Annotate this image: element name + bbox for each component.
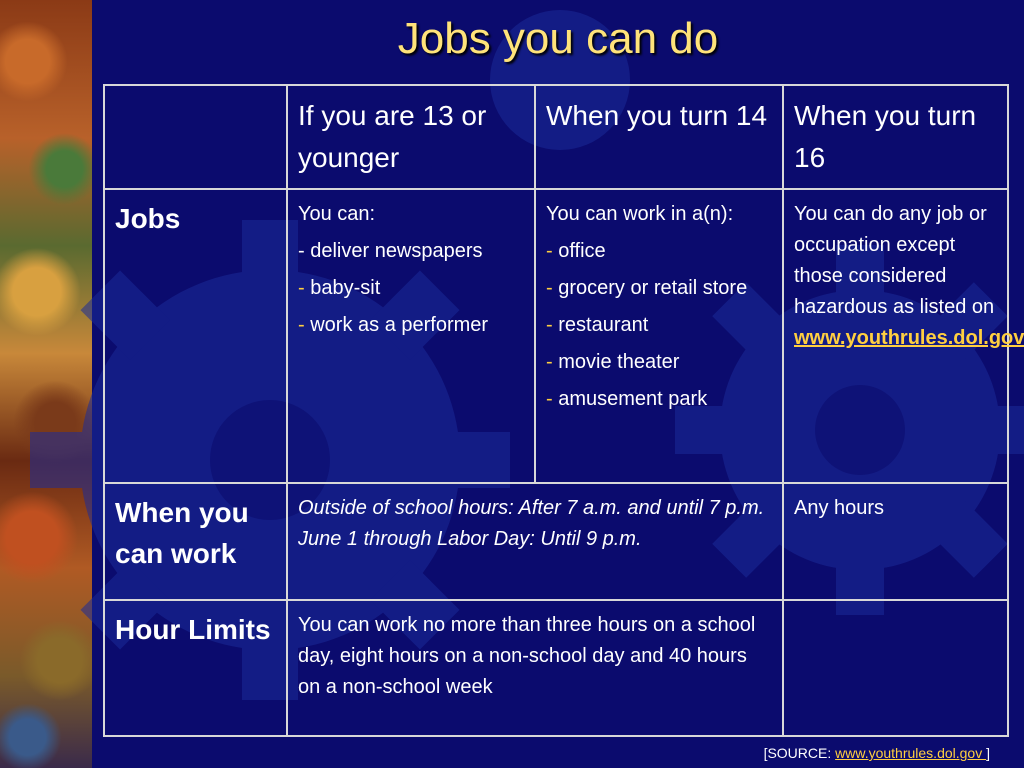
bullet-dash: - <box>546 277 553 299</box>
header-age-16: When you turn 16 <box>783 85 1008 189</box>
jobs-table <box>103 84 1024 737</box>
bullet-dash: - <box>546 351 553 373</box>
source-suffix: ] <box>986 745 990 761</box>
list-item: - baby-sit <box>298 277 381 299</box>
jobs-age-13-cell <box>287 189 535 483</box>
header-age-14: When you turn 14 <box>535 85 783 189</box>
jobs-13-intro: You can: <box>298 203 376 225</box>
list-item: - movie theater <box>546 351 680 373</box>
list-item: - office <box>546 240 606 262</box>
table-row-limits <box>104 600 1008 736</box>
when-age-13-14-cell: Outside of school hours: After 7 a.m. and until 7 p.m. June 1 through Labor Day: Until 9 p.m. <box>287 483 783 600</box>
jobs-age-14-cell <box>535 189 783 483</box>
page-title: Jobs you can do <box>397 14 719 63</box>
header-age-13: If you are 13 or younger <box>287 85 535 189</box>
when-age-16-cell: Any hours <box>783 483 1008 600</box>
limits-age-16-cell <box>783 600 1008 736</box>
row-label-jobs: Jobs <box>104 189 287 483</box>
table-header-row <box>104 85 1008 189</box>
limits-age-13-14-cell: You can work no more than three hours on a school day, eight hours on a non-school day and 40 hours on a non-school week <box>287 600 783 736</box>
bullet-dash: - <box>546 240 553 262</box>
bullet-dash: - <box>546 314 553 336</box>
jobs-14-intro: You can work in a(n): <box>546 203 734 225</box>
bullet-dash: - <box>546 388 553 410</box>
list-item: - amusement park <box>546 388 708 410</box>
row-label-limits: Hour Limits <box>104 600 287 736</box>
row-label-when: When you can work <box>104 483 287 600</box>
list-item: - deliver newspapers <box>298 240 483 262</box>
jobs-age-16-cell <box>783 189 1024 483</box>
list-item: - work as a performer <box>298 314 489 336</box>
jobs-16-text: You can do any job or occupation except those considered hazardous as listed on <box>794 203 995 318</box>
table-row-when <box>104 483 1008 600</box>
bullet-dash: - <box>298 314 305 336</box>
youthrules-link[interactable]: www.youthrules.dol.gov <box>794 327 1024 349</box>
bullet-dash: - <box>298 277 305 299</box>
table-row-jobs <box>104 189 1008 483</box>
header-corner-cell <box>104 85 287 189</box>
source-citation <box>764 745 990 761</box>
list-item: - restaurant <box>546 314 649 336</box>
list-item: - grocery or retail store <box>546 277 748 299</box>
source-prefix: [SOURCE: <box>763 745 836 761</box>
source-link[interactable]: www.youthrules.dol.gov <box>835 745 987 761</box>
